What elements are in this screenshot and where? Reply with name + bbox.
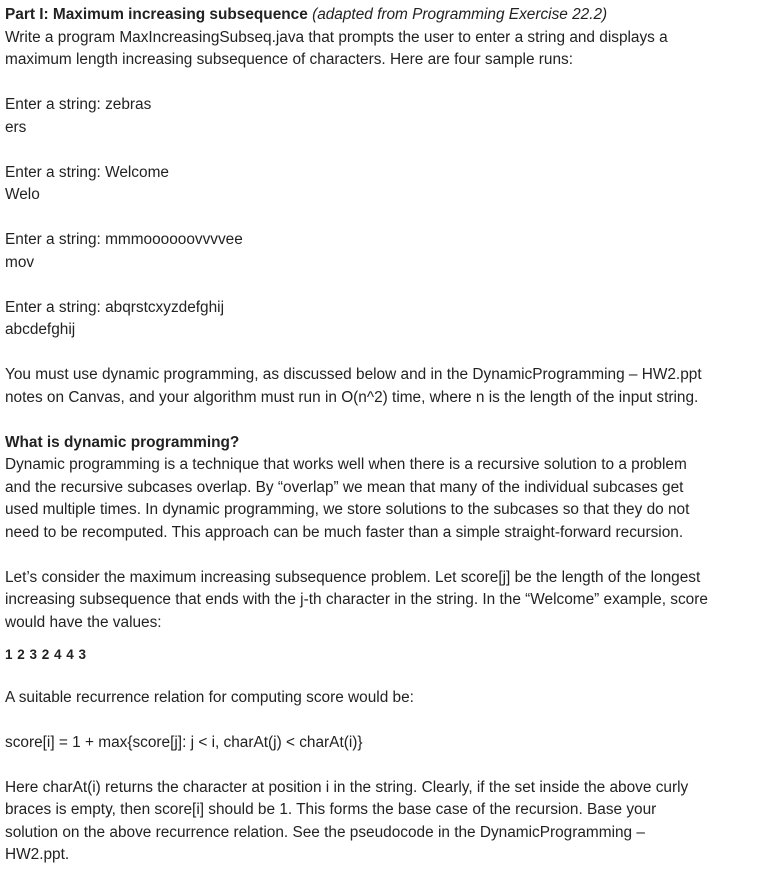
sample-output: abcdefghij: [5, 321, 76, 338]
consider-line3: would have the values:: [5, 613, 162, 631]
dp-heading: What is dynamic programming?: [5, 433, 240, 451]
conclusion-line1: Here charAt(i) returns the character at position i in the string. Clearly, if the set inside the above curly: [5, 778, 689, 796]
consider-line1: Let’s consider the maximum increasing subsequence problem. Let score[j] be the length of the longest: [5, 568, 701, 586]
conclusion-line3: solution on the above recurrence relation. See the pseudocode in the DynamicProgramming –: [5, 823, 645, 841]
part1-source: (adapted from Programming Exercise 22.2): [312, 6, 608, 23]
sample-output: ers: [5, 118, 27, 136]
part1-intro-line2: maximum length increasing subsequence of characters. Here are four sample runs:: [5, 51, 574, 68]
sample-run-4: [5, 297, 759, 342]
recurrence-intro: A suitable recurrence relation for computing score would be:: [5, 688, 414, 706]
part1-title: Part I: Maximum increasing subsequence: [5, 6, 308, 23]
part1-heading: [5, 4, 759, 27]
recurrence-formula: score[i] = 1 + max{score[j]: j < i, charAt(j) < charAt(i)}: [5, 733, 363, 751]
conclusion-line4: HW2.ppt.: [5, 846, 70, 863]
sample-output: mov: [5, 253, 35, 271]
dp-line2: and the recursive subcases overlap. By “overlap” we mean that many of the individual subcases get: [5, 478, 684, 496]
score-values: 1 2 3 2 4 4 3: [5, 647, 87, 662]
sample-output: Welo: [5, 186, 40, 203]
sample-prompt: Enter a string: zebras: [5, 96, 152, 113]
sample-run-3: [5, 229, 759, 274]
sample-prompt: Enter a string: Welcome: [5, 163, 169, 181]
consider-line2: increasing subsequence that ends with the j-th character in the string. In the “Welcome” example, score: [5, 591, 708, 608]
conclusion-line2: braces is empty, then score[i] should be 1. This forms the base case of the recursion. Base your: [5, 801, 657, 818]
requirement-line1: You must use dynamic programming, as discussed below and in the DynamicProgramming – HW2.ppt: [5, 366, 702, 383]
requirement-line2: notes on Canvas, and your algorithm must run in O(n^2) time, where n is the length of the input string.: [5, 388, 699, 406]
sample-run-1: [5, 94, 759, 139]
dp-line1: Dynamic programming is a technique that works well when there is a recursive solution to a problem: [5, 456, 687, 473]
sample-prompt: Enter a string: abqrstcxyzdefghij: [5, 298, 224, 316]
dp-line3: used multiple times. In dynamic programming, we store solutions to the subcases so that they do not: [5, 501, 690, 518]
sample-prompt: Enter a string: mmmoooooovvvvee: [5, 231, 243, 248]
part1-intro-line1: Write a program MaxIncreasingSubseq.java that prompts the user to enter a string and displays a: [5, 28, 668, 46]
sample-run-2: [5, 162, 759, 207]
dp-line4: need to be recomputed. This approach can be much faster than a simple straight-forward recursion.: [5, 523, 684, 541]
